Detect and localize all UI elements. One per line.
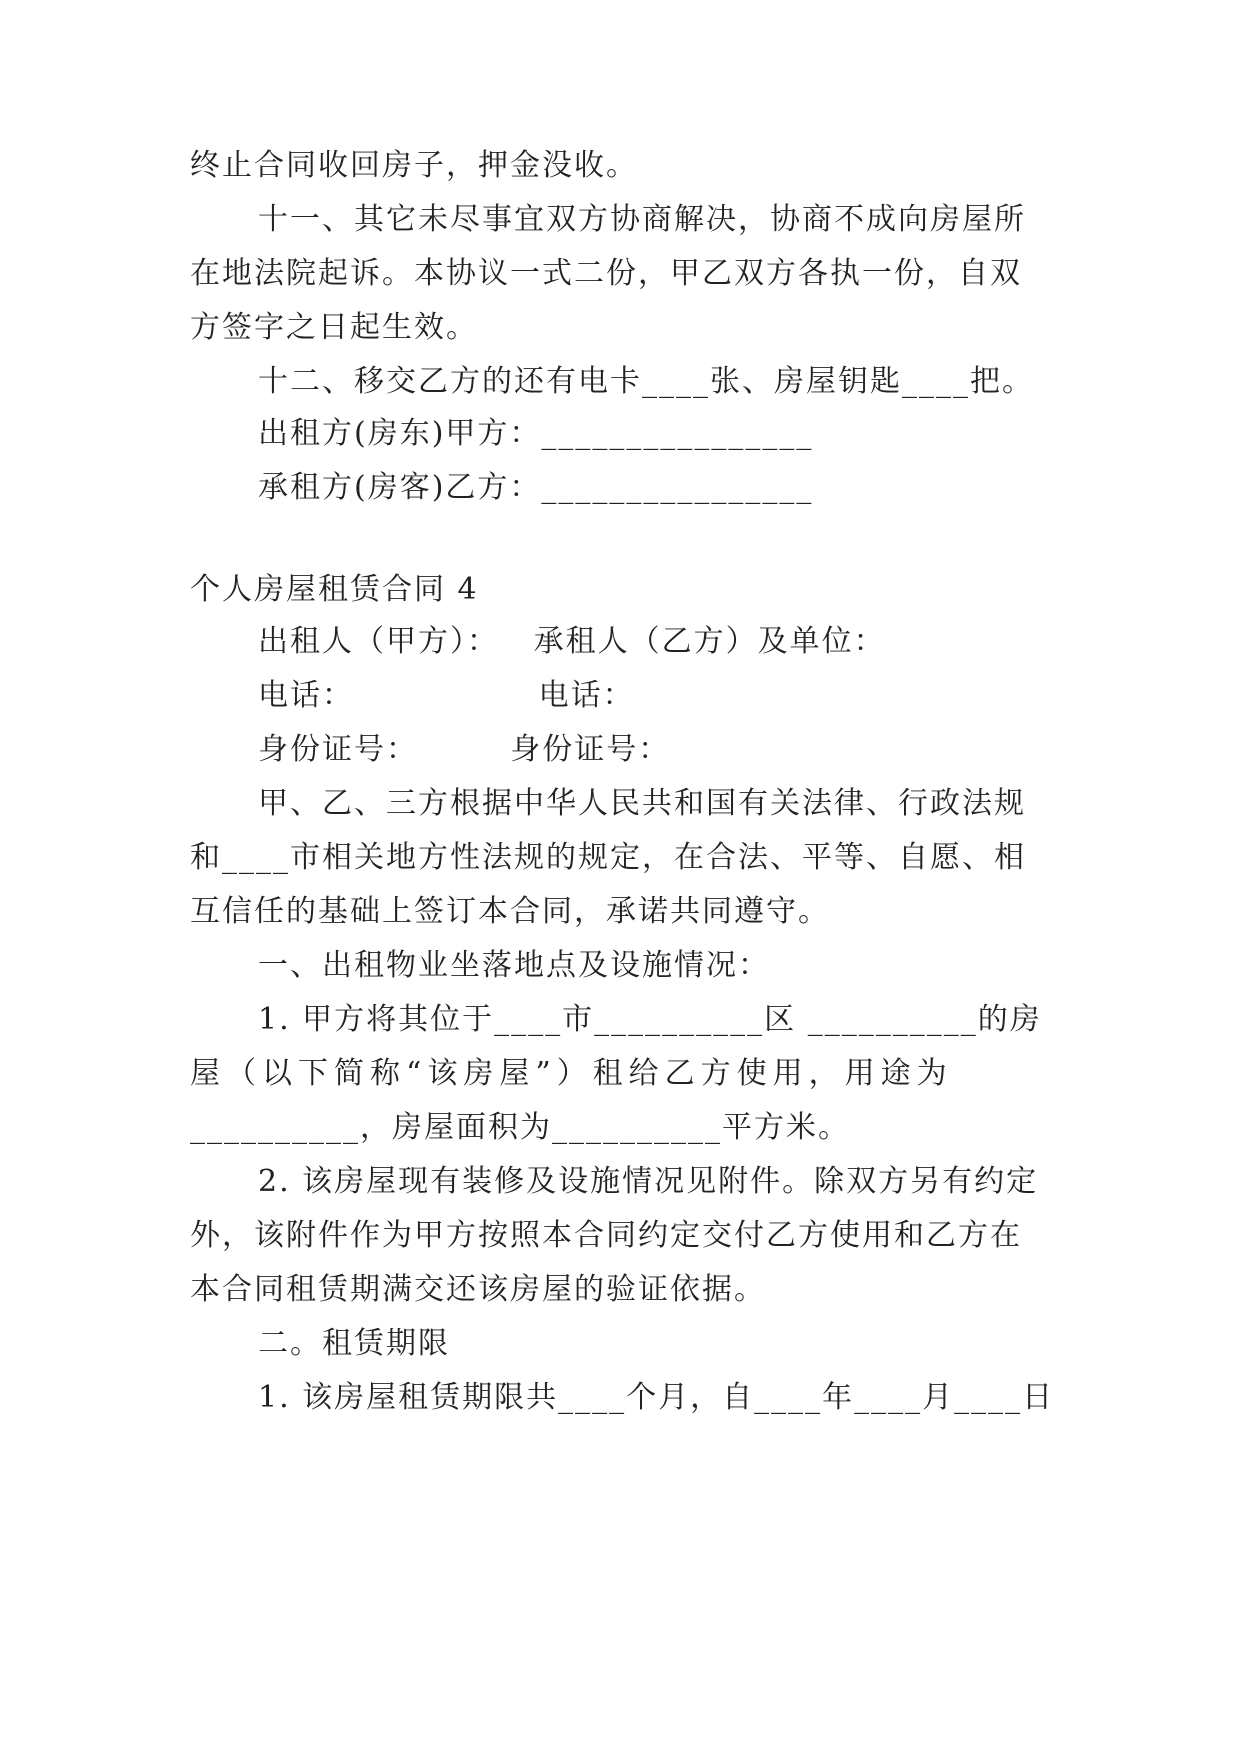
text-line: 屋（以下简称“该房屋”）租给乙方使用，用途为 — [190, 1056, 953, 1091]
text-line: 甲、乙、三方根据中华人民共和国有关法律、行政法规 — [258, 786, 1026, 821]
text-line: 身份证号： 身份证号： — [258, 732, 671, 767]
text-line: 和____市相关地方性法规的规定，在合法、平等、自愿、相 — [190, 840, 1026, 875]
text-line: 方签字之日起生效。 — [190, 310, 478, 345]
text-line: 电话： 电话： — [258, 678, 635, 713]
text-line: 外，该附件作为甲方按照本合同约定交付乙方使用和乙方在 — [190, 1218, 1022, 1253]
section-heading: 二。租赁期限 — [258, 1326, 450, 1361]
text-line: 1. 该房屋租赁期限共____个月，自____年____月____日 — [258, 1380, 1055, 1415]
text-line: 出租人（甲方）： 承租人（乙方）及单位： — [258, 624, 886, 659]
signature-line-landlord: 出租方(房东)甲方：________________ — [258, 416, 814, 451]
text-line: 2. 该房屋现有装修及设施情况见附件。除双方另有约定 — [258, 1164, 1039, 1199]
text-line: 终止合同收回房子，押金没收。 — [190, 148, 638, 183]
text-line: 1. 甲方将其位于____市__________区 __________的房 — [258, 1002, 1042, 1037]
text-line: 在地法院起诉。本协议一式二份，甲乙双方各执一份，自双 — [190, 256, 1022, 291]
text-line: 十二、移交乙方的还有电卡____张、房屋钥匙____把。 — [258, 364, 1034, 399]
text-line: 一、出租物业坐落地点及设施情况： — [258, 948, 770, 983]
text-line: 互信任的基础上签订本合同，承诺共同遵守。 — [190, 894, 830, 929]
signature-line-tenant: 承租方(房客)乙方：________________ — [258, 470, 814, 505]
text-line: 十一、其它未尽事宜双方协商解决，协商不成向房屋所 — [258, 202, 1026, 237]
text-line: 本合同租赁期满交还该房屋的验证依据。 — [190, 1272, 766, 1307]
text-line: __________，房屋面积为__________平方米。 — [190, 1110, 850, 1145]
section-title: 个人房屋租赁合同 4 — [190, 572, 479, 607]
